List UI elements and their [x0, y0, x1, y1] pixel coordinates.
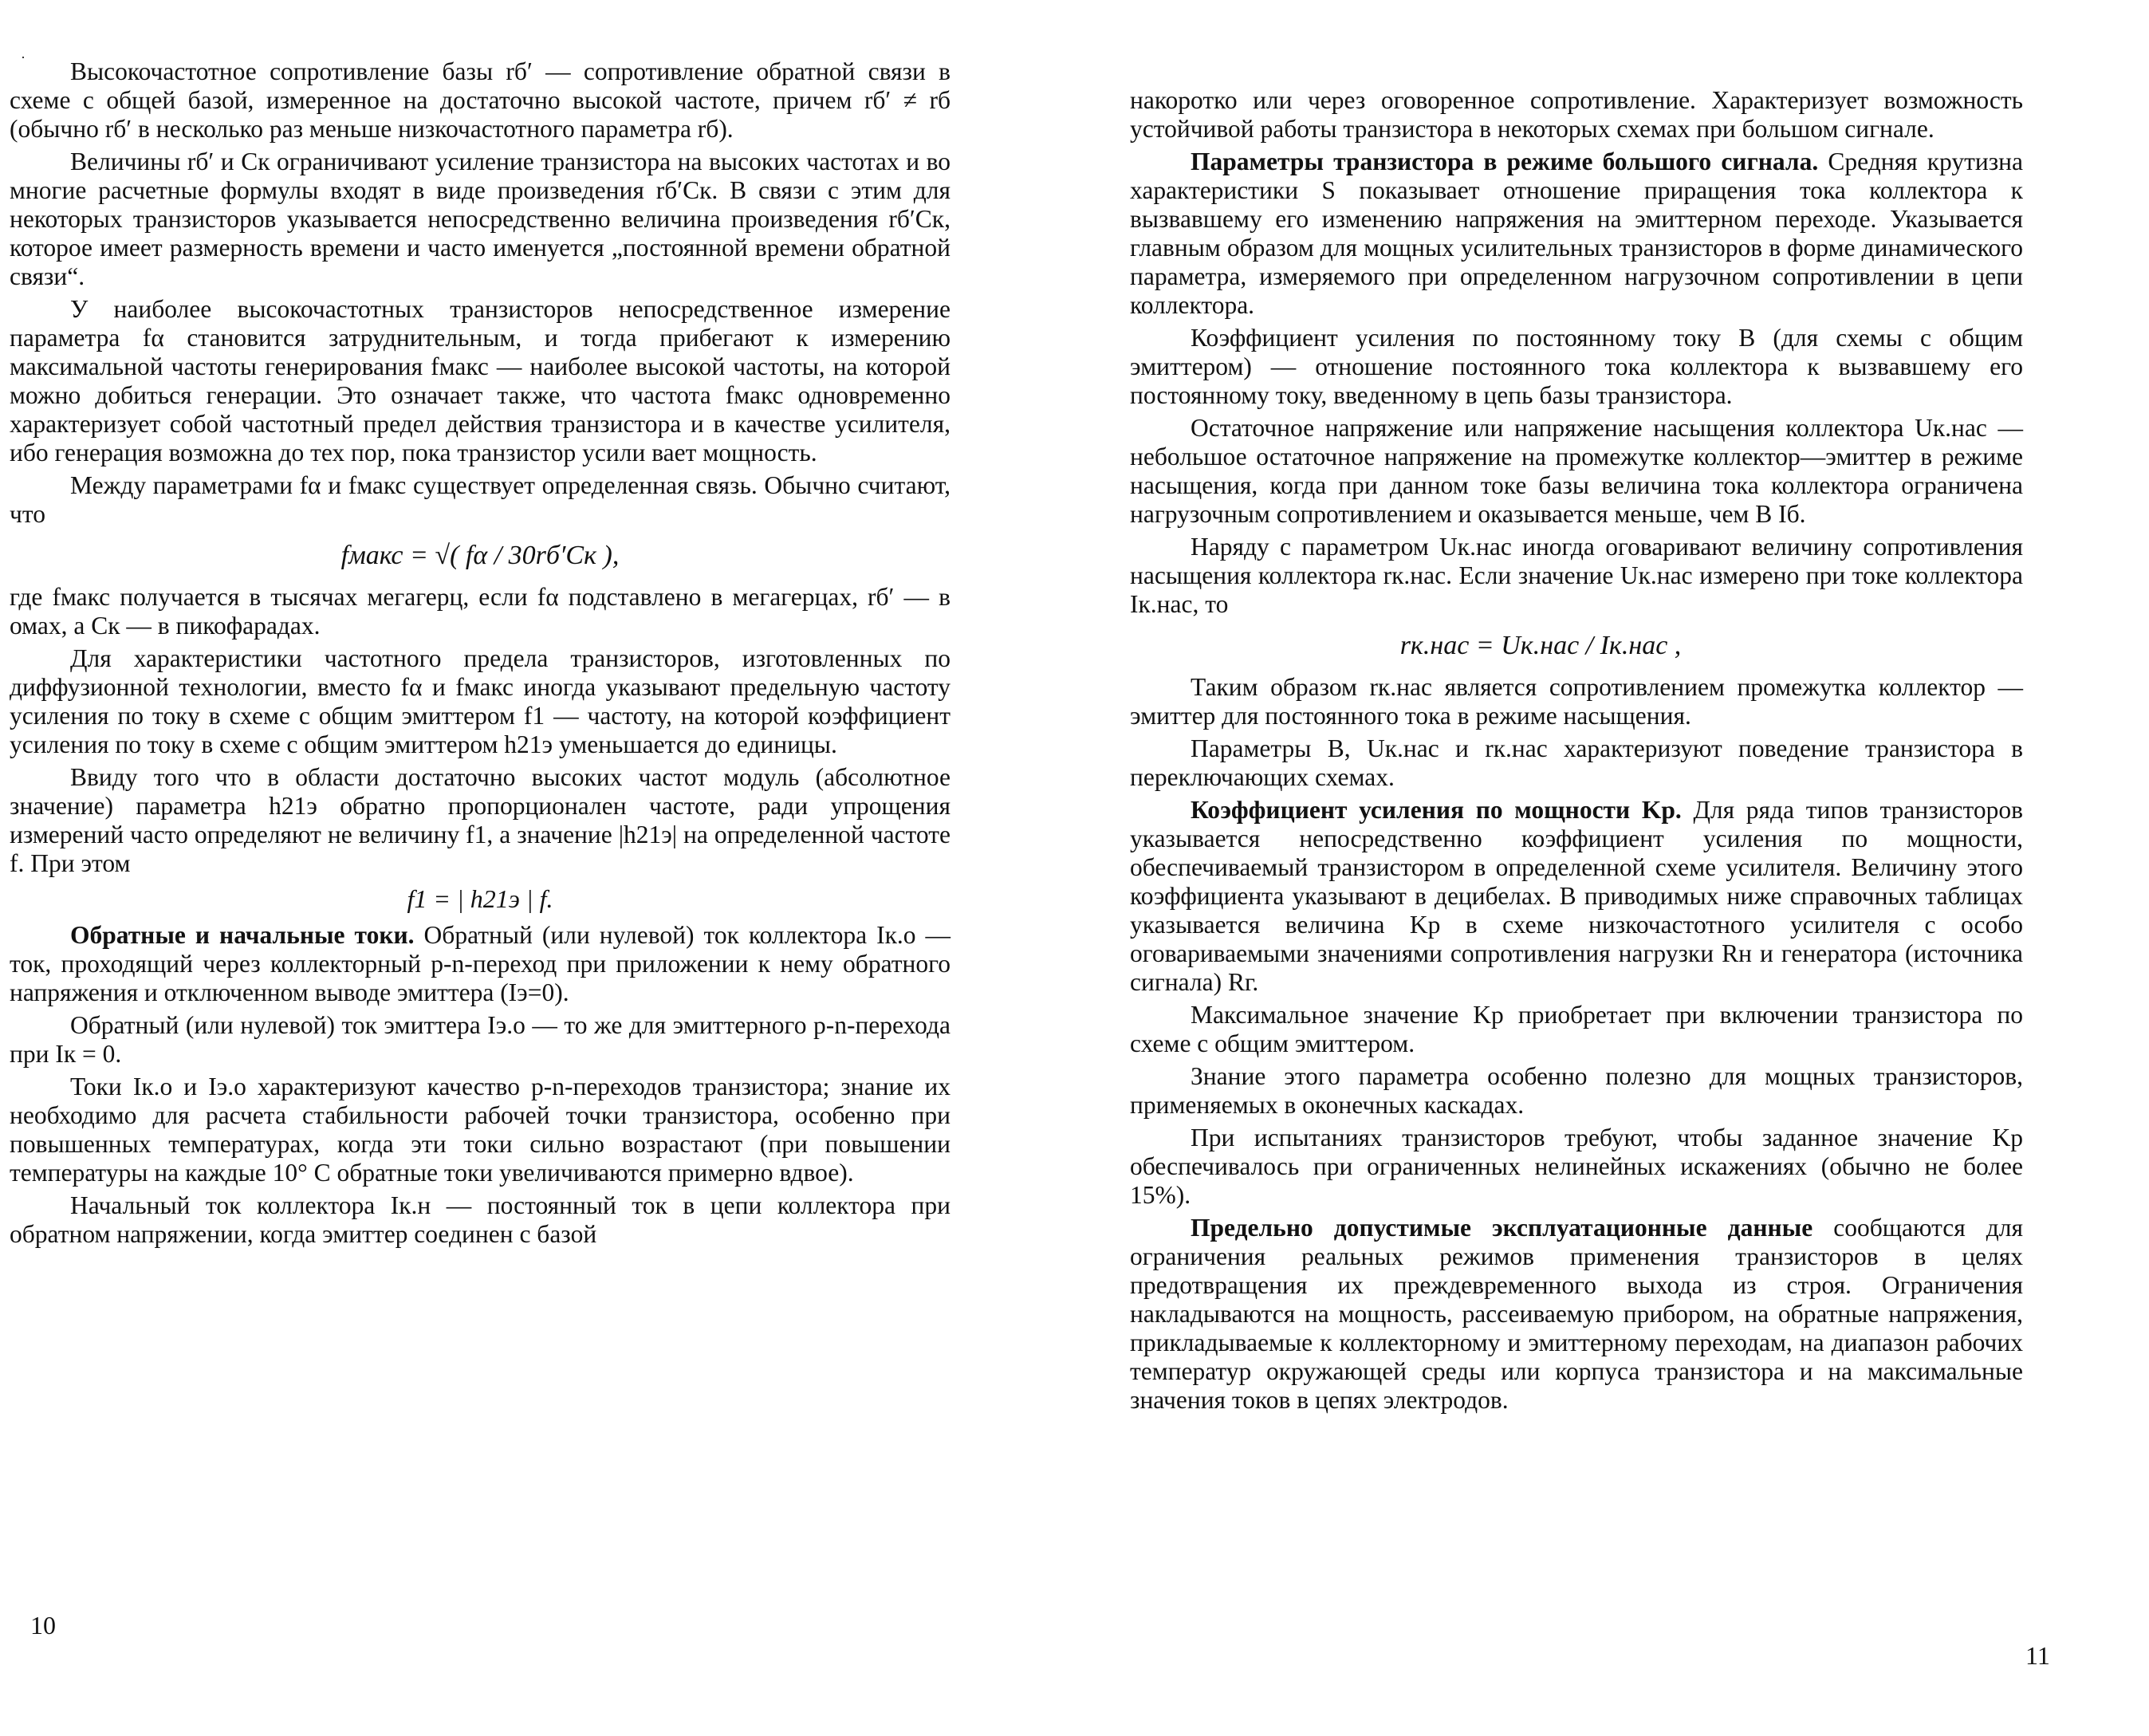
- paragraph: Коэффициент усиления по постоянному току B (для схемы с общим эмиттером) — отношение постоянного тока коллектора к вызвавшему его постоянному току, введенному в цепь базы транзистора.: [1130, 324, 2023, 409]
- paragraph: где fмакс получается в тысячах мегагерц, если fα подставлено в мегагерцах, rб′ — в омах, а Cк — в пикофарадах.: [10, 583, 951, 640]
- page-number: 11: [2025, 1641, 2050, 1670]
- paragraph: Начальный ток коллектора Iк.н — постоянный ток в цепи коллектора при обратном напряжении, когда эмиттер соединен с базой: [10, 1191, 951, 1248]
- paragraph: У наиболее высокочастотных транзисторов непосредственное измерение параметра fα становится затруднительным, и тогда прибегают к измерению максимальной частоты генерирования fмакс — наиболее высокой частоты, на которой можно добиться генерации. Это означает также, что частота fмакс одновременно характеризует собой частотный предел действия транзистора и в качестве усилителя, ибо генерация возможна до тех пор, пока транзистор усили вает мощность.: [10, 295, 951, 466]
- left-page: [0, 0, 1073, 1736]
- right-page: [1073, 0, 2149, 1736]
- right-page-text: [1130, 86, 2023, 1419]
- paragraph: Таким образом rк.нас является сопротивлением промежутка коллектор — эмиттер для постоянного тока в режиме насыщения.: [1130, 673, 2023, 730]
- formula-f1: f1 = | h21э | f.: [407, 884, 553, 913]
- paragraph: накоротко или через оговоренное сопротивление. Характеризует возможность устойчивой работы транзистора в некоторых схемах при большом сигнале.: [1130, 86, 2023, 143]
- run-in-heading: Параметры транзистора в режиме большого сигнала.: [1191, 148, 1819, 175]
- paragraph-with-heading: [1130, 148, 2023, 320]
- formula-rknas: rк.нас = Uк.нас / Iк.нас ,: [1399, 631, 1682, 660]
- paragraph: Параметры B, Uк.нас и rк.нас характеризуют поведение транзистора в переключающих схемах.: [1130, 734, 2023, 791]
- paragraph: Остаточное напряжение или напряжение насыщения коллектора Uк.нас — небольшое остаточное напряжение на промежутке коллектор—эмиттер в режиме насыщения, когда при данном токе базы величина тока коллектора ограничена нагрузочным сопротивлением и оказывается меньше, чем B Iб.: [1130, 414, 2023, 528]
- paragraph: Наряду с параметром Uк.нас иногда оговаривают величину сопротивления насыщения коллектора rк.нас. Если значение Uк.нас измерено при токе коллектора Iк.нас, то: [1130, 533, 2023, 618]
- paragraph-with-heading: [10, 921, 951, 1007]
- page-number: 10: [30, 1611, 56, 1640]
- left-page-text: [10, 57, 951, 1253]
- paragraph-with-heading: [1130, 796, 2023, 997]
- paragraph-text: Для ряда типов транзисторов указывается непосредственно коэффициент усиления по мощности, обеспечиваемый транзистором в определенной схеме усилителя. Величину этого коэффициента указывают в децибелах. В приводимых ниже справочных таблицах указывается величина Kр в схеме низкочастотного усилителя с особо оговариваемыми значениями сопротивления нагрузки Rн и генератора (источника сигнала) Rг.: [1130, 796, 2023, 996]
- paragraph: Высокочастотное сопротивление базы rб′ — сопротивление обратной связи в схеме с общей базой, измеренное на достаточно высокой частоте, причем rб′ ≠ rб (обычно rб′ в несколько раз меньше низкочастотного параметра rб).: [10, 57, 951, 143]
- paragraph-text: сообщаются для ограничения реальных режимов применения транзисторов в целях предотвращения их преждевременного выхода из строя. Ограничения накладываются на мощность, рассеиваемую прибором, на обратные напряжения, прикладываемые к коллекторному и эмиттерному переходам, на диапазон рабочих температур окружающей среды или корпуса транзистора и на максимальные значения токов в цепях электродов.: [1130, 1214, 2023, 1414]
- paragraph: Обратный (или нулевой) ток эмиттера Iэ.о — то же для эмиттерного p-n-перехода при Iк = 0.: [10, 1011, 951, 1068]
- paragraph: Максимальное значение Kр приобретает при включении транзистора по схеме с общим эмиттером.: [1130, 1001, 2023, 1057]
- paragraph-with-heading: [1130, 1214, 2023, 1415]
- paragraph: Величины rб′ и Cк ограничивают усиление транзистора на высоких частотах и во многие расчетные формулы входят в виде произведения rб′Cк. В связи с этим для некоторых транзисторов указывается непосредственно величина произведения rб′Cк, которое имеет размерность времени и часто именуется „постоянной времени обратной связи“.: [10, 148, 951, 290]
- formula-fmax: fмакс = √( fα / 30rб′Cк ),: [340, 541, 620, 570]
- run-in-heading: Коэффициент усиления по мощности Kр.: [1191, 796, 1682, 824]
- run-in-heading: Обратные и начальные токи.: [70, 921, 415, 949]
- paragraph-text: Средняя крутизна характеристики S показывает отношение приращения тока коллектора к вызвавшему его изменению напряжения на эмиттерном переходе. Указывается главным образом для мощных усилительных транзисторов в форме динамического параметра, измеряемого при определенном нагрузочном сопротивлении в цепи коллектора.: [1130, 148, 2023, 319]
- run-in-heading: Предельно допустимые эксплуатационные данные: [1191, 1214, 1813, 1242]
- margin-mark: ·: [21, 49, 26, 65]
- paragraph: Знание этого параметра особенно полезно для мощных транзисторов, применяемых в оконечных каскадах.: [1130, 1062, 2023, 1119]
- paragraph: Для характеристики частотного предела транзисторов, изготовленных по диффузионной технологии, вместо fα и fмакс иногда указывают предельную частоту усиления по току в схеме с общим эмиттером f1 — частоту, на которой коэффициент усиления по току в схеме с общим эмиттером h21э уменьшается до единицы.: [10, 644, 951, 758]
- paragraph: При испытаниях транзисторов требуют, чтобы заданное значение Kр обеспечивалось при ограниченных нелинейных искажениях (обычно не более 15%).: [1130, 1124, 2023, 1209]
- paragraph: Ввиду того что в области достаточно высоких частот модуль (абсолютное значение) параметра h21э обратно пропорционален частоте, ради упрощения измерений часто определяют не величину f1, а значение |h21э| на определенной частоте f. При этом: [10, 763, 951, 877]
- paragraph: Между параметрами fα и fмакс существует определенная связь. Обычно считают, что: [10, 471, 951, 528]
- paragraph: Токи Iк.о и Iэ.о характеризуют качество p-n-переходов транзистора; знание их необходимо для расчета стабильности рабочей точки транзистора, особенно при повышенных температурах, когда эти токи сильно возрастают (при повышении температуры на каждые 10° С обратные токи увеличиваются примерно вдвое).: [10, 1073, 951, 1187]
- paragraph-text: Обратный (или нулевой) ток коллектора Iк.о — ток, проходящий через коллекторный p-n-переход при приложении к нему обратного напряжения и отключенном выводе эмиттера (Iэ=0).: [10, 921, 951, 1006]
